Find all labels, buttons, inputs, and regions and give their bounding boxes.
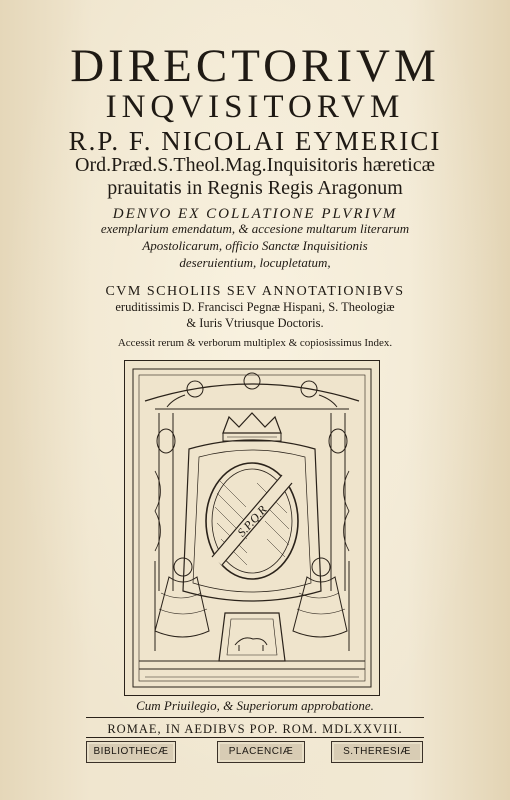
scholia-line-1: CVM SCHOLIIS SEV ANNOTATIONIBVS xyxy=(105,284,405,299)
scholia-line-3: & Iuris Vtriusque Doctoris. xyxy=(186,316,324,330)
author-description-line-1: Ord.Præd.S.Theol.Mag.Inquisitoris hæreticæ xyxy=(75,154,435,176)
library-stamp-theresiae: S.THERESIÆ xyxy=(331,741,423,763)
edition-line-3: Apostolicarum, officio Sanctæ Inquisitionis xyxy=(142,238,368,253)
edition-line-1: DENVO EX COLLATIONE PLVRIVM xyxy=(112,206,398,222)
library-stamp-placenciae: PLACENCIÆ xyxy=(217,741,305,763)
edition-line-2: exemplarium emendatum, & accesione multarum literarum xyxy=(100,221,410,236)
imprint-rule-bottom xyxy=(86,737,424,738)
cherub-center xyxy=(244,373,260,389)
frontispiece-engraving xyxy=(124,360,380,696)
shield-motto: S.P.Q.R xyxy=(234,502,270,540)
index-note: Accessit rerum & verborum multiplex & copiosissimus Index. xyxy=(117,337,393,349)
title-inquisitorum: INQVISITORVM xyxy=(105,89,405,125)
author-description-line-2: prauitatis in Regnis Regis Aragonum xyxy=(107,177,403,199)
privilege-line: Cum Priuilegio, & Superiorum approbatione. xyxy=(136,698,374,713)
scholia-line-2: eruditissimis D. Francisci Pegnæ Hispani, S. Theologiæ xyxy=(115,300,395,314)
seated-figure-right xyxy=(293,558,349,651)
imprint-line: ROMAE, IN AEDIBVS POP. ROM. MDLXXVIII. xyxy=(107,722,403,736)
seated-figure-left xyxy=(155,558,209,651)
library-stamp-bibliothecae: BIBLIOTHECÆ xyxy=(86,741,176,763)
imprint-rule-top xyxy=(86,717,424,718)
author-name: R.P. F. NICOLAI EYMERICI xyxy=(68,126,442,156)
crown-icon xyxy=(223,413,281,441)
edition-line-4: deseruientium, locupletatum, xyxy=(179,255,331,270)
she-wolf-icon xyxy=(235,638,267,651)
engraving-illustration xyxy=(125,361,379,695)
title-directorium: DIRECTORIVM xyxy=(70,40,440,92)
